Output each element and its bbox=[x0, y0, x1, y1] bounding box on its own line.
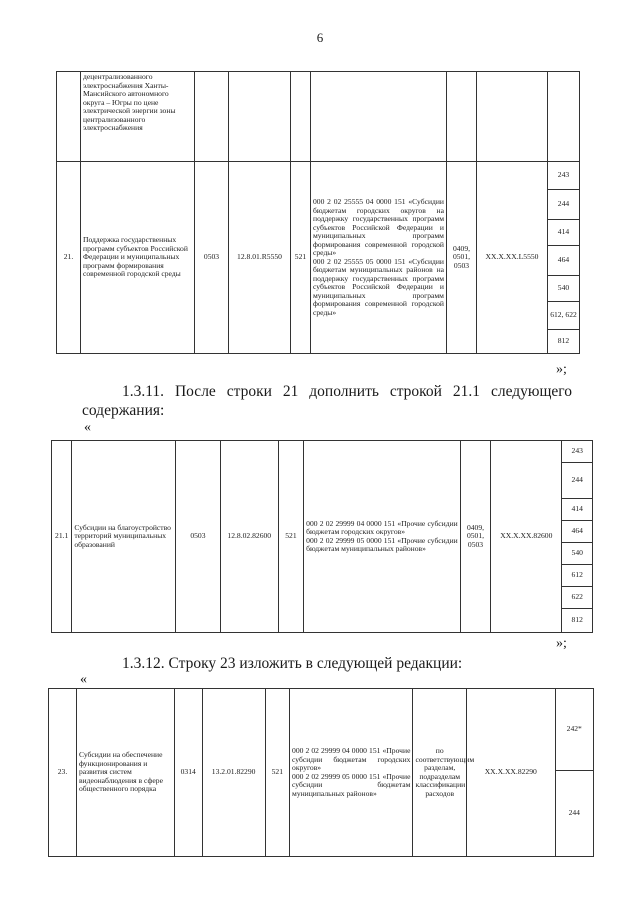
section-code: 0503 bbox=[195, 162, 229, 354]
income-code: 000 2 02 29999 05 0000 151 «Прочие субсидии бюджетам муниципальных районов» bbox=[306, 535, 458, 553]
vr-cell: 812 bbox=[562, 609, 593, 633]
sections-list: 0409, 0501, 0503 bbox=[447, 162, 477, 354]
vr-cell: 540 bbox=[548, 276, 580, 302]
expense-code: XX.X.XX.82600 bbox=[491, 441, 562, 633]
vr-cell: 612 bbox=[562, 565, 593, 587]
closing-quote: »; bbox=[556, 362, 567, 377]
income-codes bbox=[304, 441, 461, 633]
income-code: 000 2 02 29999 05 0000 151 «Прочие субсидии бюджетам муниципальных районов» bbox=[292, 771, 411, 798]
vr-cell: 414 bbox=[562, 499, 593, 521]
budget-table-2 bbox=[51, 440, 593, 633]
income-codes bbox=[290, 689, 413, 857]
row-name: Субсидии на обеспечение функционирования и развития систем видеонаблюдения в сфере общественного порядка bbox=[76, 689, 174, 857]
row-number: 23. bbox=[49, 689, 77, 857]
table-row bbox=[57, 162, 580, 190]
target-article: 12.8.01.R5550 bbox=[229, 162, 291, 354]
opening-quote: « bbox=[80, 672, 87, 687]
vr-cell: 242* bbox=[555, 689, 593, 771]
table-row bbox=[57, 72, 580, 162]
expense-code: XX.X.XX.L5550 bbox=[477, 162, 548, 354]
row-name: Поддержка государственных программ субъектов Российской Федерации и муниципальных программ формирования современной городской среды bbox=[81, 162, 195, 354]
expense-type: 521 bbox=[291, 162, 311, 354]
income-codes bbox=[311, 162, 447, 354]
vr-cell: 612, 622 bbox=[548, 302, 580, 330]
vr-cell: 244 bbox=[555, 771, 593, 857]
vr-cell: 243 bbox=[562, 441, 593, 463]
table-row bbox=[49, 689, 594, 771]
row-number: 21. bbox=[57, 162, 81, 354]
vr-cell: 414 bbox=[548, 220, 580, 246]
vr-cell: 812 bbox=[548, 330, 580, 354]
income-code: 000 2 02 29999 04 0000 151 «Прочие субсидии бюджетам городских округов» bbox=[306, 518, 458, 536]
budget-table-3 bbox=[48, 688, 594, 857]
table-row bbox=[52, 441, 593, 463]
vr-cell: 464 bbox=[562, 521, 593, 543]
paragraph-1-3-12: 1.3.12. Строку 23 изложить в следующей редакции: bbox=[122, 655, 463, 672]
income-code: 000 2 02 25555 04 0000 151 «Субсидии бюджетам городских округов на поддержку государственных программ субъектов Российской Федерации и муниципальных программ формирования современной городской среды» bbox=[313, 197, 444, 257]
paragraph-1-3-11: 1.3.11. После строки 21 дополнить строкой 21.1 следующего содержания: bbox=[82, 383, 572, 419]
prev-row-name: децентрализованного электроснабжения Ханты-Мансийского автономного округа – Югры по цене электрической энергии зоны централизованного электроснабжения bbox=[81, 72, 195, 162]
income-code: 000 2 02 29999 04 0000 151 «Прочие субсидии бюджетам городских округов» bbox=[292, 746, 411, 772]
vr-cell: 464 bbox=[548, 246, 580, 276]
expense-code: XX.X.XX.82290 bbox=[467, 689, 556, 857]
sections-list: по соответствующим разделам, подразделам классификации расходов bbox=[413, 689, 467, 857]
target-article: 13.2.01.82290 bbox=[202, 689, 265, 857]
target-article: 12.8.02.82600 bbox=[220, 441, 278, 633]
section-code: 0503 bbox=[176, 441, 221, 633]
vr-cell: 540 bbox=[562, 543, 593, 565]
section-code: 0314 bbox=[174, 689, 202, 857]
sections-list: 0409, 0501, 0503 bbox=[460, 441, 491, 633]
vr-cell: 243 bbox=[548, 162, 580, 190]
vr-cell: 244 bbox=[562, 463, 593, 499]
vr-cell: 622 bbox=[562, 587, 593, 609]
expense-type: 521 bbox=[278, 441, 303, 633]
row-number: 21.1 bbox=[52, 441, 72, 633]
closing-quote: »; bbox=[556, 636, 567, 651]
income-code: 000 2 02 25555 05 0000 151 «Субсидии бюджетам муниципальных районов на поддержку государственных программ субъектов Российской Федерации и муниципальных программ формирования современной городской среды» bbox=[313, 256, 444, 317]
vr-cell: 244 bbox=[548, 190, 580, 220]
row-name: Субсидии на благоустройство территорий муниципальных образований bbox=[72, 441, 176, 633]
expense-type: 521 bbox=[265, 689, 289, 857]
budget-table-1 bbox=[56, 71, 580, 354]
opening-quote: « bbox=[84, 420, 91, 435]
page-number: 6 bbox=[316, 30, 324, 45]
